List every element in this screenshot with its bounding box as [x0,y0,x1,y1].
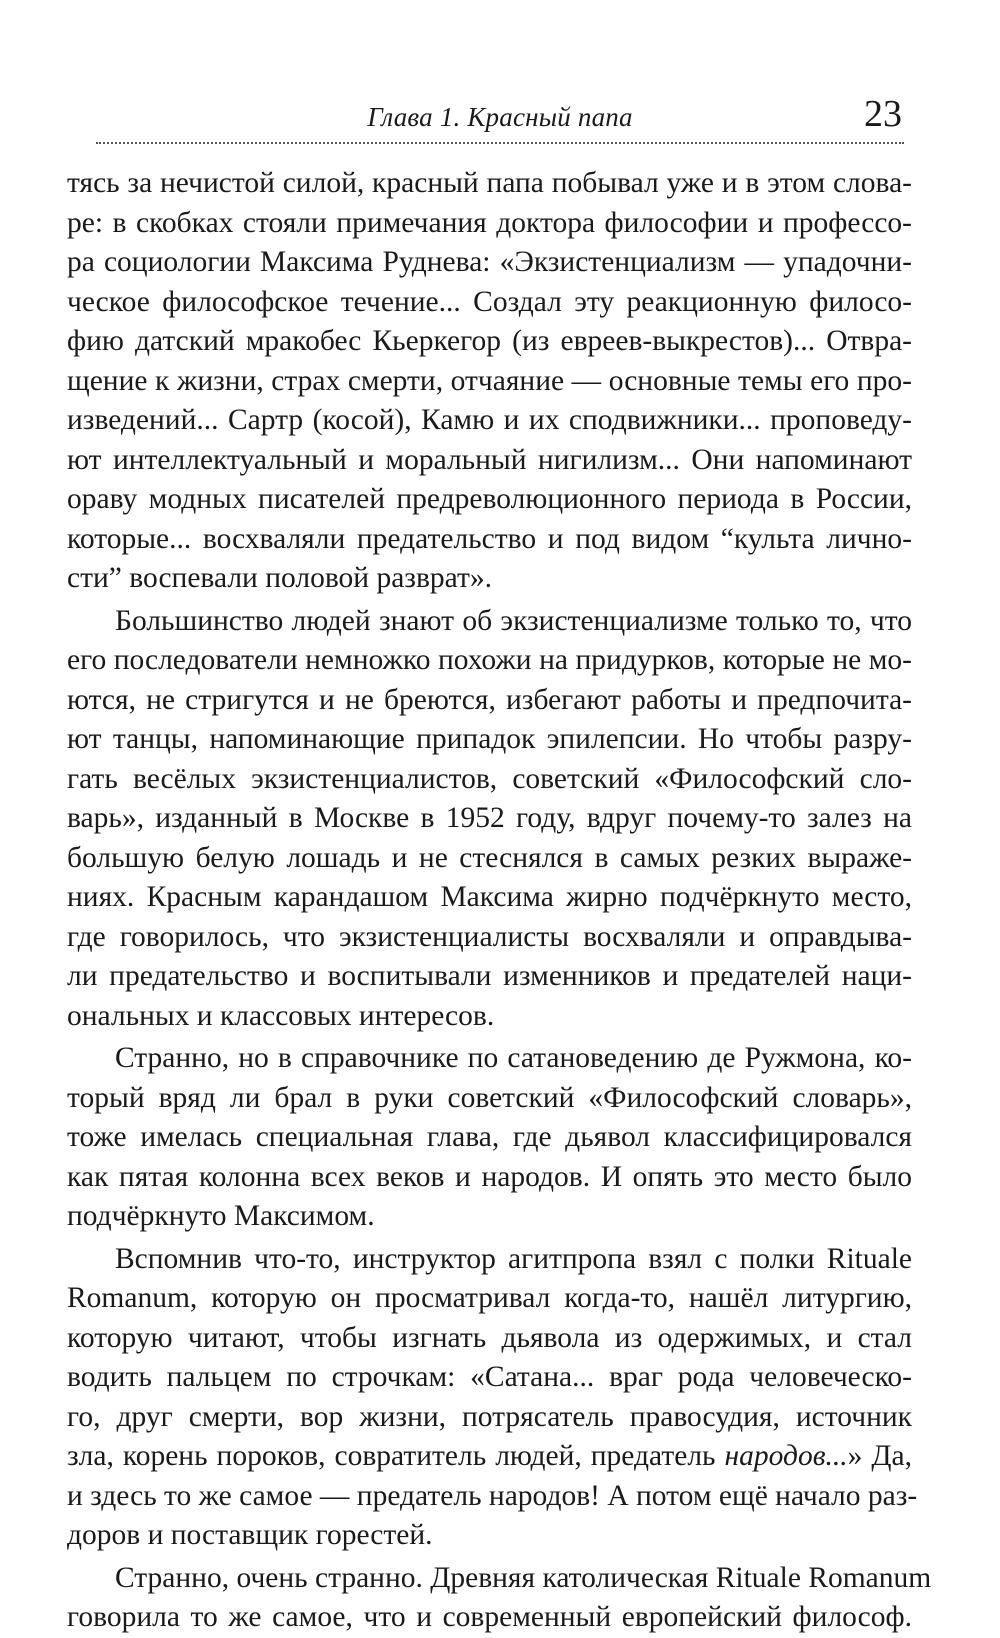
paragraph-2 [67,602,912,1037]
text-line: го, друг смерти, вор жизни, потрясатель правосудия, источник [67,1400,912,1433]
paragraph-5 [67,1559,932,1638]
italic-segment: народов... [724,1440,848,1472]
text-line: водить пальцем по строчкам: «Сатана... враг рода человеческо- [67,1361,912,1393]
text-line: ра социологии Максима Руднева: «Экзистенциализм — упадочни- [67,246,912,278]
text-line: ниях. Красным карандашом Максима жирно подчёркнуто место, [67,881,912,913]
text-line: большую белую лошадь и не стеснялся в самых резких выраже- [67,841,912,874]
text-line: щение к жизни, страх смерти, отчаяние — основные темы его про- [67,364,912,397]
text-line: фию датский мракобес Кьеркегор (из евреев-выкрестов)... Отвра- [67,325,912,357]
text-line: Вспомнив что-то, инструктор агитпропа взял с полки Rituale [115,1242,912,1275]
text-line: сти” воспевали половой разврат». [67,562,492,594]
text-line: ораву модных писателей предреволюционного периода в России, [67,483,912,515]
paragraph-4 [67,1240,918,1556]
text-line: Большинство людей знают об экзистенциализме только то, что [115,604,912,637]
text-line: тоже имелась специальная глава, где дьявол классифицировался [67,1121,912,1153]
text-line: ли предательство и воспитывали изменников и предателей наци- [67,960,912,992]
text-line: ональных и классовых интересов. [67,999,495,1032]
text-line: как пятая колонна всех веков и народов. И опять это место было [67,1160,912,1193]
chapter-title: Глава 1. Красный папа [367,102,633,132]
text-line: гать весёлых экзистенциалистов, советский «Философский сло- [67,762,912,795]
text-line: подчёркнуто Максимом. [67,1200,375,1232]
paragraph-1 [67,164,912,599]
text-line: его последователи немножко похожи на придурков, которые не мо- [67,644,912,676]
text-line: торый вряд ли брал в руки советский «Философский словарь», [67,1081,912,1114]
text-line-with-italic [67,1437,912,1477]
body-text [67,164,932,1638]
text-line: варь», изданный в Москве в 1952 году, вдруг почему-то залез на [67,802,912,834]
text-segment: » Да, [847,1440,913,1472]
text-line: Странно, но в справочнике по сатановедению де Ружмона, ко- [115,1042,912,1074]
text-line: где говорилось, что экзистенциалисты восхваляли и оправдыва- [67,920,912,953]
text-line: ют танцы, напоминающие припадок эпилепсии. Но чтобы разру- [67,723,912,755]
text-line: тясь за нечистой силой, красный папа побывал уже и в этом слова- [67,167,912,199]
text-line: Romanum, которую он просматривал когда-то, нашёл литургию, [67,1282,912,1314]
text-segment: зла, корень пороков, совратитель людей, предатель [67,1440,725,1472]
paragraph-3 [67,1039,912,1237]
text-line: Странно, очень странно. Древняя католическая Rituale Romanum [115,1561,932,1594]
text-line: ческое философское течение... Создал эту реакционную филосо- [67,285,912,318]
text-line: которые... восхваляли предательство и под видом “культа лично- [67,522,912,555]
text-line: ют интеллектуальный и моральный нигилизм... Они напоминают [67,443,912,476]
text-line: ре: в скобках стояли примечания доктора философии и профессо- [67,206,912,239]
text-line: ются, не стригутся и не бреются, избегают работы и предпочита- [67,683,912,716]
text-line: которую читают, чтобы изгнать дьявола из одержимых, и стал [67,1321,912,1354]
text-line: и здесь то же самое — предатель народов! А потом ещё начало раз- [67,1479,918,1512]
text-line: доров и поставщик горестей. [67,1519,433,1551]
page-number: 23 [864,93,902,135]
running-header [96,92,904,144]
text-line: говорила то же самое, что и современный европейский философ. [67,1601,912,1633]
text-line: изведений... Сартр (косой), Камю и их сподвижники... проповеду- [67,404,912,436]
